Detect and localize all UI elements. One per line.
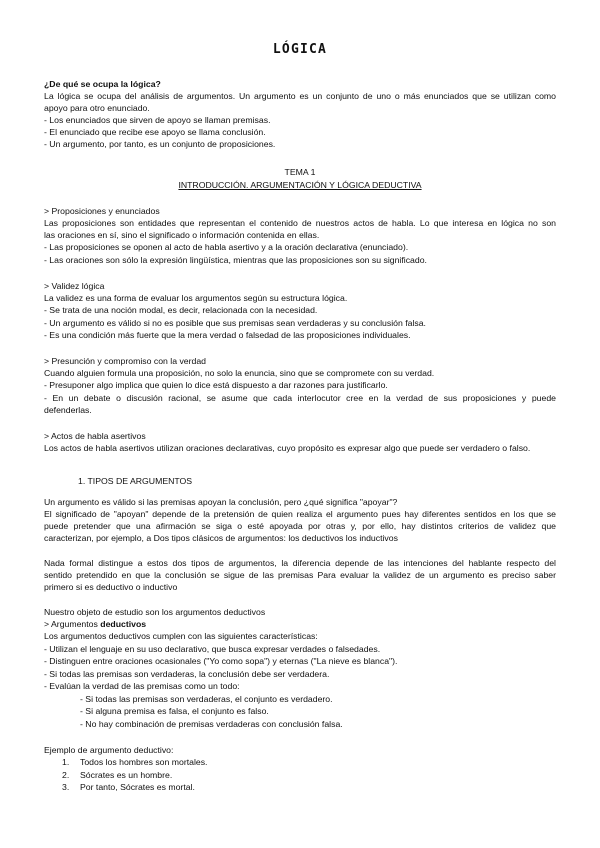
- list-text: Sócrates es un hombre.: [80, 770, 173, 780]
- paragraph-line: las oraciones en sí, sino el significado o información contenida en ellas.: [44, 230, 320, 240]
- list-item: - Si todas las premisas son verdaderas, la conclusión debe ser verdadera.: [44, 669, 330, 679]
- intro-paragraph-line: La lógica se ocupa del análisis de argumentos. Un argumento es un conjunto de uno o más enunciados que se utilizan como: [44, 91, 556, 101]
- intro-paragraph-line: apoyo para otro enunciado.: [44, 103, 150, 113]
- list-item: - Las proposiciones se oponen al acto de habla asertivo y a la oración declarativa (enunciado).: [44, 242, 409, 252]
- paragraph-line: El significado de "apoyan" depende de la pretensión de quien realiza el argumento pues hay diferentes sentidos en los que se: [44, 509, 556, 519]
- numbered-list-item: [62, 781, 195, 793]
- list-item: - Utilizan el lenguaje en su uso declarativo, que busca expresar verdades o falsedades.: [44, 644, 381, 654]
- tema-subtitle: INTRODUCCIÓN. ARGUMENTACIÓN Y LÓGICA DEDUCTIVA: [178, 180, 422, 190]
- section-heading: [44, 618, 146, 630]
- sublist-item: - No hay combinación de premisas verdaderas con conclusión falsa.: [80, 719, 343, 729]
- heading-bold: deductivos: [100, 619, 147, 629]
- numbered-list-item: [62, 756, 207, 768]
- section-heading: > Presunción y compromiso con la verdad: [44, 356, 207, 366]
- list-number: 3.: [62, 782, 70, 792]
- paragraph-line: Cuando alguien formula una proposición, no solo la enuncia, sino que se compromete con su verdad.: [44, 368, 435, 378]
- sublist-item: - Si alguna premisa es falsa, el conjunto es falso.: [80, 706, 269, 716]
- list-item: - Distinguen entre oraciones ocasionales ("Yo como sopa") y eternas ("La nieve es blanca").: [44, 656, 398, 666]
- section-heading: > Actos de habla asertivos: [44, 431, 146, 441]
- numbered-list-item: [62, 769, 172, 781]
- paragraph-line: Un argumento es válido si las premisas apoyan la conclusión, pero ¿qué significa "apoyar"?: [44, 497, 398, 507]
- intro-list-item: - Un argumento, por tanto, es un conjunto de proposiciones.: [44, 139, 276, 149]
- intro-question: ¿De qué se ocupa la lógica?: [44, 79, 161, 89]
- list-number: 2.: [62, 770, 70, 780]
- paragraph-line: Las proposiciones son entidades que representan el contenido de nuestros actos de habla. Lo que interesa en lógica no son: [44, 218, 556, 228]
- list-text: Todos los hombres son mortales.: [80, 757, 208, 767]
- intro-list-item: - Los enunciados que sirven de apoyo se llaman premisas.: [44, 115, 271, 125]
- list-text: Por tanto, Sócrates es mortal.: [80, 782, 195, 792]
- paragraph-line: puede pretender que una afirmación se siga o esté apoyada por otras y, por ello, hay distintos criterios de validez que: [44, 521, 556, 531]
- tema-number: TEMA 1: [284, 167, 316, 177]
- list-item: - Un argumento es válido si no es posible que sus premisas sean verdaderas y su conclusión falsa.: [44, 318, 426, 328]
- paragraph-line: Los argumentos deductivos cumplen con las siguientes características:: [44, 631, 318, 641]
- list-item: - En un debate o discusión racional, se asume que cada interlocutor cree en la verdad de sus proposiciones y puede: [44, 393, 556, 403]
- intro-list-item: - El enunciado que recibe ese apoyo se llama conclusión.: [44, 127, 266, 137]
- section-heading: > Validez lógica: [44, 281, 105, 291]
- paragraph-line: sentido pretendido en que la conclusión se sigue de las premisas Para evaluar la validez de un argumento es preciso saber: [44, 570, 556, 580]
- paragraph-line: La validez es una forma de evaluar los argumentos según su estructura lógica.: [44, 293, 348, 303]
- page-title: LÓGICA: [272, 42, 328, 57]
- example-heading: Ejemplo de argumento deductivo:: [44, 745, 174, 755]
- paragraph-line: Nada formal distingue a estos dos tipos de argumentos, la diferencia depende de las intenciones del hablante respecto del: [44, 558, 556, 568]
- heading-prefix: > Argumentos: [44, 619, 101, 629]
- section-heading: > Proposiciones y enunciados: [44, 206, 160, 216]
- paragraph-line: Nuestro objeto de estudio son los argumentos deductivos: [44, 607, 266, 617]
- paragraph-line: primero si es deductivo o inductivo: [44, 582, 178, 592]
- paragraph-line: Los actos de habla asertivos utilizan oraciones declarativas, cuyo propósito es expresar algo que puede ser verdadero o falso.: [44, 443, 531, 453]
- list-item: - Las oraciones son sólo la expresión lingüística, mientras que las proposiciones son su significado.: [44, 255, 427, 265]
- list-item-continuation: defenderlas.: [44, 405, 92, 415]
- paragraph-line: caracterizan, por ejemplo, a Dos tipos clásicos de argumentos: los deductivos los inductivos: [44, 533, 398, 543]
- list-item: - Es una condición más fuerte que la mera verdad o falsedad de las proposiciones individuales.: [44, 330, 411, 340]
- list-item: - Se trata de una noción modal, es decir, relacionada con la necesidad.: [44, 305, 318, 315]
- list-item: - Presuponer algo implica que quien lo dice está dispuesto a dar razones para justificarlo.: [44, 380, 388, 390]
- list-item: - Evalúan la verdad de las premisas como un todo:: [44, 681, 240, 691]
- sublist-item: - Si todas las premisas son verdaderas, el conjunto es verdadero.: [80, 694, 333, 704]
- list-number: 1.: [62, 757, 70, 767]
- section-heading-numbered: 1. TIPOS DE ARGUMENTOS: [78, 476, 193, 486]
